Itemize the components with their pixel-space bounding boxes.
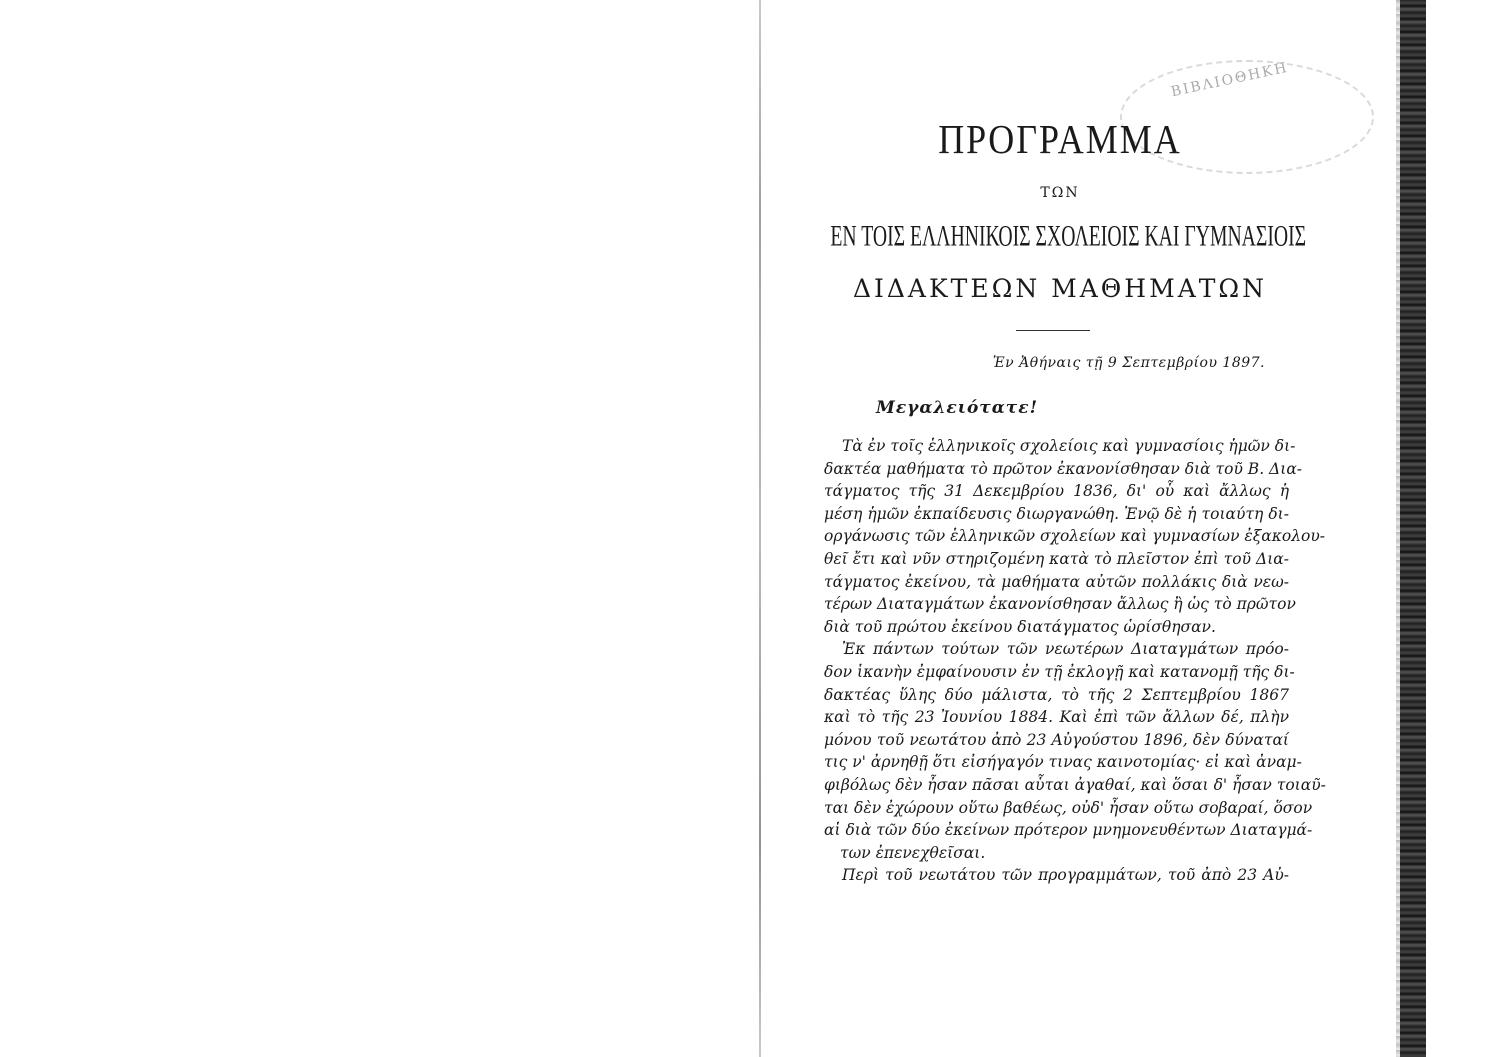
document-salutation: Μεγαλειότατε! bbox=[876, 398, 1039, 418]
body-line: αἱ διὰ τῶν δύο ἐκείνων πρότερον μνημονευθέντων Διαταγμά- bbox=[824, 821, 1313, 840]
document-body bbox=[824, 435, 1326, 887]
body-line: τάγματος τῆς 31 Δεκεμβρίου 1836, δι' οὗ καὶ ἄλλως ἡ bbox=[824, 482, 1289, 501]
document-subtitle-second: ΔΙΔΑΚΤΕΩΝ ΜΑΘΗΜΑΤΩΝ bbox=[852, 274, 1268, 303]
document-dateline: Ἐν Ἀθήναις τῇ 9 Σεπτεμβρίου 1897. bbox=[992, 355, 1265, 371]
body-line: των ἐπενεχθεῖσαι. bbox=[840, 843, 986, 862]
document-page bbox=[780, 0, 1380, 1057]
document-subtitle-ton: ΤΩΝ bbox=[1040, 185, 1080, 201]
body-line: Περὶ τοῦ νεωτάτου τῶν προγραμμάτων, τοῦ ἀπὸ 23 Αὐ- bbox=[842, 866, 1289, 885]
body-line: δακτέα μαθήματα τὸ πρῶτον ἐκανονίσθησαν διὰ τοῦ Β. Δια- bbox=[824, 459, 1303, 478]
body-line: καὶ τὸ τῆς 23 Ἰουνίου 1884. Καὶ ἐπὶ τῶν ἄλλων δέ, πλὴν bbox=[824, 708, 1289, 727]
body-line: φιβόλως δὲν ἦσαν πᾶσαι αὗται ἀγαθαί, καὶ ὅσαι δ' ἦσαν τοιαῦ- bbox=[824, 775, 1326, 794]
document-title: ΠΡΟΓΡΑΜΜΑ bbox=[938, 116, 1182, 162]
body-line: τις ν' ἀρνηθῇ ὅτι εἰσήγαγόν τινας καινοτομίας· εἰ καὶ ἀναμ- bbox=[824, 753, 1302, 772]
body-line: δακτέας ὕλης δύο μάλιστα, τὸ τῆς 2 Σεπτεμβρίου 1867 bbox=[824, 685, 1289, 704]
body-line: θεῖ ἔτι καὶ νῦν στηριζομένη κατὰ τὸ πλεῖστον ἐπὶ τοῦ Δια- bbox=[824, 549, 1289, 568]
body-line: δον ἱκανὴν ἐμφαίνουσιν ἐν τῇ ἐκλογῇ καὶ κατανομῇ τῆς δι- bbox=[824, 662, 1295, 681]
page-edge-shadow bbox=[1400, 0, 1426, 1057]
page-gutter bbox=[759, 0, 761, 1057]
body-line: Τὰ ἐν τοῖς ἑλληνικοῖς σχολείοις καὶ γυμνασίοις ἡμῶν δι- bbox=[842, 437, 1296, 455]
title-divider bbox=[1016, 330, 1090, 331]
body-line: διὰ τοῦ πρώτου ἐκείνου διατάγματος ὡρίσθησαν. bbox=[824, 617, 1216, 636]
body-line: τάγματος ἐκείνου, τὰ μαθήματα αὐτῶν πολλάκις διὰ νεω- bbox=[824, 572, 1289, 591]
library-stamp-text: ΒΙΒΛΙΟΘΗΚΗ bbox=[1169, 59, 1290, 101]
body-line: τέρων Διαταγμάτων ἐκανονίσθησαν ἄλλως ἢ ὡς τὸ πρῶτον bbox=[824, 595, 1296, 614]
body-line: οργάνωσις τῶν ἑλληνικῶν σχολείων καὶ γυμνασίων ἐξακολου- bbox=[824, 527, 1326, 546]
body-line: μόνου τοῦ νεωτάτου ἀπὸ 23 Αὐγούστου 1896, δὲν δύναταί bbox=[824, 730, 1289, 749]
body-line: ται δὲν ἐχώρουν οὕτω βαθέως, οὐδ' ἦσαν οὕτω σοβαραί, ὅσον bbox=[824, 798, 1313, 817]
body-line: Ἐκ πάντων τούτων τῶν νεωτέρων Διαταγμάτων πρόο- bbox=[842, 640, 1289, 659]
document-subtitle-main: ΕΝ ΤΟΙΣ ΕΛΛΗΝΙΚΟΙΣ ΣΧΟΛΕΙΟΙΣ ΚΑΙ ΓΥΜΝΑΣΙΟΙΣ bbox=[830, 220, 1307, 254]
body-line: μέση ἡμῶν ἐκπαίδευσις διωργανώθη. Ἐνῷ δὲ ἡ τοιαύτη δι- bbox=[824, 504, 1289, 523]
